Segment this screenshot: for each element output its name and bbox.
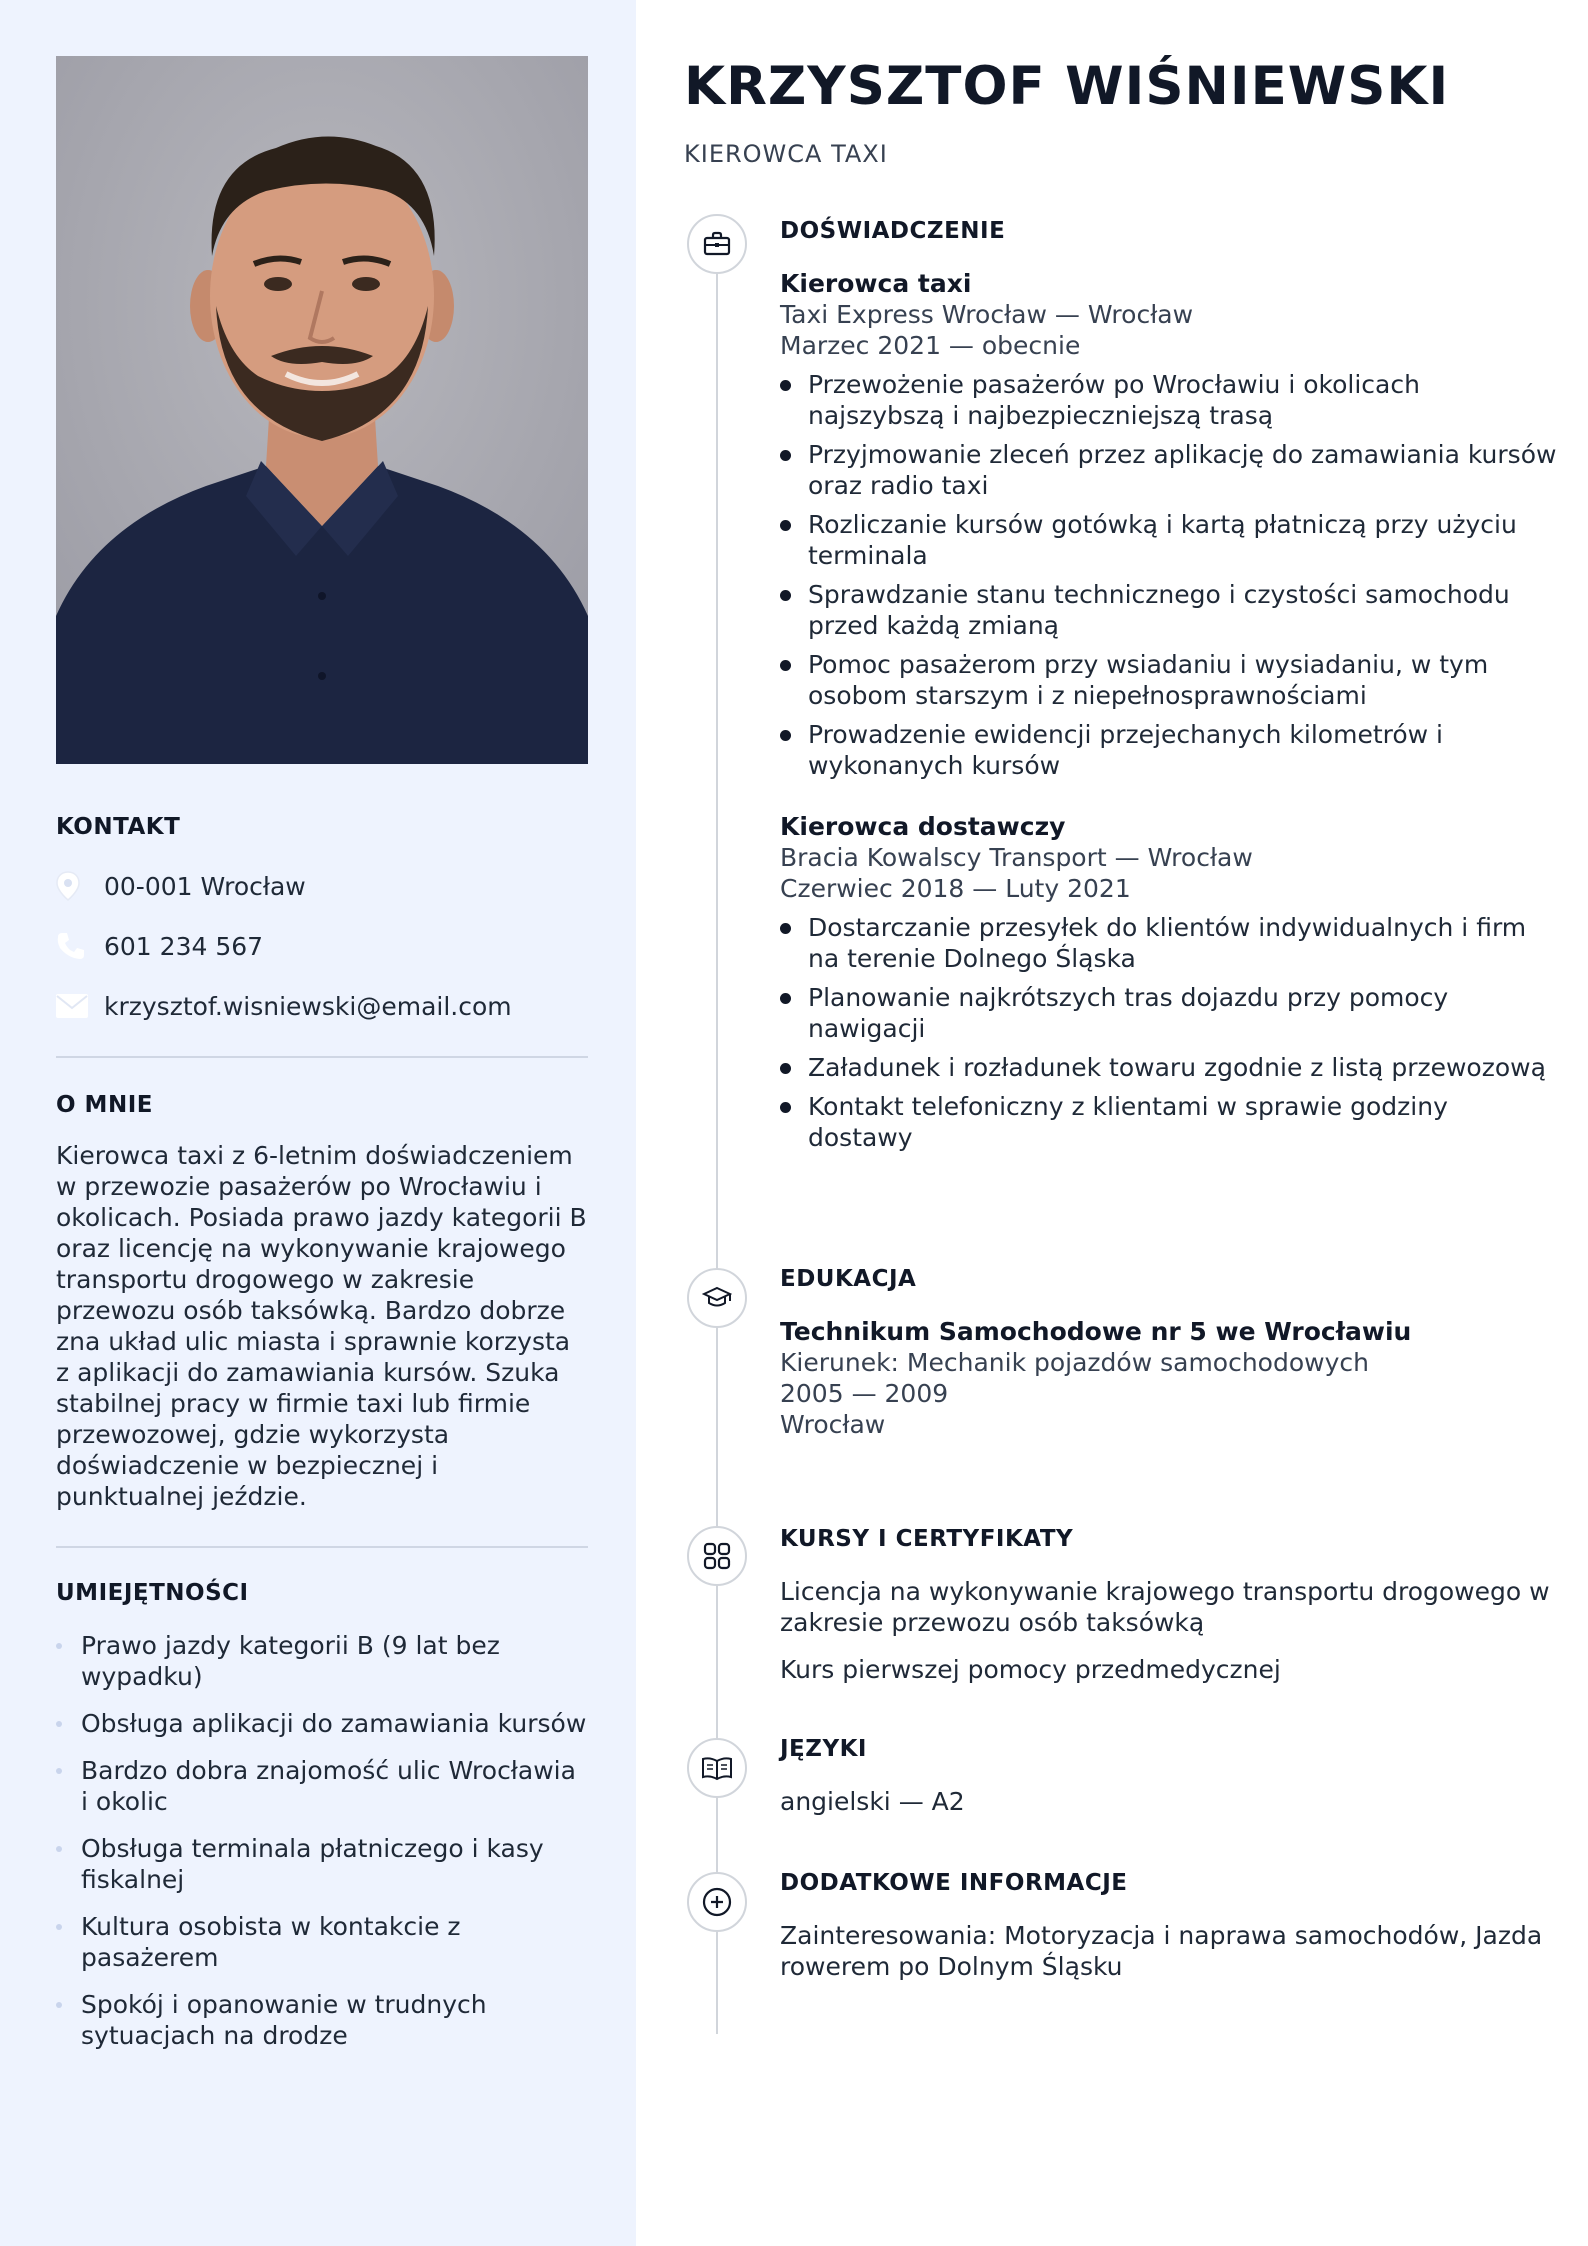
list-item: Dostarczanie przesyłek do klientów indywidualnych i firm na terenie Dolnego Śląska <box>780 912 1560 974</box>
list-item: Prawo jazdy kategorii B (9 lat bez wypadku) <box>56 1630 588 1692</box>
additional-section <box>780 1870 1560 1982</box>
sidebar-divider <box>56 1546 588 1548</box>
graduation-cap-icon <box>687 1268 747 1328</box>
course-item: Licencja na wykonywanie krajowego transportu drogowego w zakresie przewozu osób taksówką <box>780 1577 1550 1637</box>
grid-icon <box>687 1526 747 1586</box>
job-bullets <box>780 912 1560 1153</box>
person-name: KRZYSZTOF WIŚNIEWSKI <box>684 56 1450 117</box>
location-pin-icon <box>56 871 104 901</box>
list-item: Bardzo dobra znajomość ulic Wrocławia i okolic <box>56 1755 588 1817</box>
list-item: Rozliczanie kursów gotówką i kartą płatniczą przy użyciu terminala <box>780 509 1560 571</box>
list-item: Kontakt telefoniczny z klientami w sprawie godziny dostawy <box>780 1091 1560 1153</box>
contact-section <box>56 814 588 1036</box>
contact-email <box>56 976 588 1036</box>
list-item: Prowadzenie ewidencji przejechanych kilometrów i wykonanych kursów <box>780 719 1560 781</box>
book-icon <box>687 1738 747 1798</box>
about-section <box>56 1092 588 1512</box>
list-item: Załadunek i rozładunek towaru zgodnie z listą przewozową <box>780 1052 1560 1083</box>
experience-section <box>780 218 1560 1161</box>
job-bullets <box>780 369 1560 781</box>
contact-phone <box>56 916 588 976</box>
school-city: Wrocław <box>780 1410 886 1439</box>
about-text: Kierowca taxi z 6-letnim doświadczeniem w przewozie pasażerów po Wrocławiu i okolicach. Posiada prawo jazdy kategorii B oraz licencję na wykonywanie krajowego transportu drogowego w zakresie przewozu osób taksówką. Bardzo dobrze zna układ ulic miasta i sprawnie korzysta z aplikacji do zamawiania kursów. Szuka stabilnej pracy w firmie taxi lub firmie przewozowej, gdzie wykorzysta doświadczenie w bezpiecznej i punktualnej jeździe. <box>56 1141 587 1511</box>
phone-icon <box>56 931 104 961</box>
list-item: Pomoc pasażerom przy wsiadaniu i wysiadaniu, w tym osobom starszym i z niepełnosprawnościami <box>780 649 1560 711</box>
skills-section <box>56 1580 588 2067</box>
email-link[interactable]: krzysztof.wisniewski@email.com <box>104 991 512 1021</box>
languages-section <box>780 1736 1560 1817</box>
list-item: Obsługa terminala płatniczego i kasy fiskalnej <box>56 1833 588 1895</box>
briefcase-icon <box>687 214 747 274</box>
person-job-title: KIEROWCA TAXI <box>684 140 888 168</box>
school-field: Kierunek: Mechanik pojazdów samochodowych <box>780 1348 1369 1377</box>
profile-photo <box>56 56 588 764</box>
job-entry <box>780 268 1560 781</box>
skills-heading: UMIEJĘTNOŚCI <box>56 1580 249 1606</box>
experience-heading: DOŚWIADCZENIE <box>780 218 1006 244</box>
job-entry <box>780 811 1560 1153</box>
courses-section <box>780 1526 1560 1685</box>
additional-text: Zainteresowania: Motoryzacja i naprawa samochodów, Jazda rowerem po Dolnym Śląsku <box>780 1921 1543 1981</box>
course-item: Kurs pierwszej pomocy przedmedycznej <box>780 1655 1281 1684</box>
job-dates: Czerwiec 2018 — Luty 2021 <box>780 874 1131 903</box>
plus-circle-icon <box>687 1872 747 1932</box>
list-item: Spokój i opanowanie w trudnych sytuacjach na drodze <box>56 1989 588 2051</box>
address-text: 00-001 Wrocław <box>104 871 306 901</box>
school-dates: 2005 — 2009 <box>780 1379 949 1408</box>
job-dates: Marzec 2021 — obecnie <box>780 331 1081 360</box>
additional-heading: DODATKOWE INFORMACJE <box>780 1870 1128 1896</box>
contact-heading: KONTAKT <box>56 814 181 840</box>
envelope-icon <box>56 994 104 1018</box>
list-item: Przewożenie pasażerów po Wrocławiu i okolicach najszybszą i najbezpieczniejszą trasą <box>780 369 1560 431</box>
job-company: Bracia Kowalscy Transport — Wrocław <box>780 843 1253 872</box>
contact-address <box>56 856 588 916</box>
job-title: Kierowca taxi <box>780 269 972 298</box>
languages-heading: JĘZYKI <box>780 1736 867 1762</box>
main-content <box>636 0 1588 2246</box>
list-item: Kultura osobista w kontakcie z pasażerem <box>56 1911 588 1973</box>
education-heading: EDUKACJA <box>780 1266 917 1292</box>
list-item: Obsługa aplikacji do zamawiania kursów <box>56 1708 588 1739</box>
list-item: Sprawdzanie stanu technicznego i czystości samochodu przed każdą zmianą <box>780 579 1560 641</box>
skills-list <box>56 1630 588 2051</box>
job-company: Taxi Express Wrocław — Wrocław <box>780 300 1194 329</box>
sidebar <box>0 0 636 2246</box>
phone-text[interactable]: 601 234 567 <box>104 931 264 961</box>
language-item: angielski — A2 <box>780 1787 965 1816</box>
job-title: Kierowca dostawczy <box>780 812 1066 841</box>
education-section <box>780 1266 1560 1440</box>
school-name: Technikum Samochodowe nr 5 we Wrocławiu <box>780 1317 1412 1346</box>
list-item: Przyjmowanie zleceń przez aplikację do zamawiania kursów oraz radio taxi <box>780 439 1560 501</box>
list-item: Planowanie najkrótszych tras dojazdu przy pomocy nawigacji <box>780 982 1560 1044</box>
sidebar-divider <box>56 1056 588 1058</box>
about-heading: O MNIE <box>56 1092 153 1118</box>
courses-heading: KURSY I CERTYFIKATY <box>780 1526 1074 1552</box>
